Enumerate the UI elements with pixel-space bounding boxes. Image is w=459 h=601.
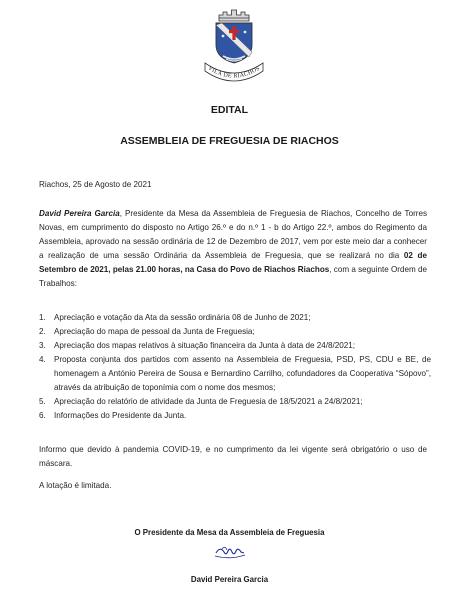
agenda-item-number: 5. <box>39 397 46 406</box>
agenda-item-number: 6. <box>39 411 46 420</box>
agenda-item-number: 2. <box>39 327 46 336</box>
document-title: EDITAL <box>210 104 249 116</box>
covid-notice: Informo que devido à pandemia COVID-19, e no cumprimento da lei vigente será obrigatório o uso de máscara. <box>39 445 427 468</box>
agenda-item <box>39 311 431 325</box>
motto-ribbon <box>205 63 263 81</box>
date-line: Riachos, 25 de Agosto de 2021 <box>39 180 152 189</box>
agenda-item-number: 1. <box>39 313 46 322</box>
agenda-item <box>39 395 431 409</box>
agenda-item-text: Apreciação e votação da Ata da sessão ordinária 08 de Junho de 2021; <box>54 313 311 322</box>
agenda-item-number: 4. <box>39 355 46 364</box>
agenda-item-text: Apreciação do mapa de pessoal da Junta de Freguesia; <box>54 327 255 336</box>
mural-crown-icon <box>219 10 249 21</box>
shield-icon <box>216 23 252 63</box>
agenda-item-text: Informações do Presidente da Junta. <box>54 411 187 420</box>
signature-title: O Presidente da Mesa da Assembleia de Freguesia <box>134 528 325 537</box>
agenda-item-text: Apreciação dos mapas relativos à situação financeira da Junta à data de 24/8/2021; <box>54 341 356 350</box>
coat-of-arms-logo <box>199 5 269 87</box>
agenda-item-text: Apreciação do relatório de atividade da Junta de Freguesia de 18/5/2021 a 24/8/2021; <box>54 397 363 406</box>
capacity-notice: A lotação é limitada. <box>39 481 112 490</box>
agenda-item-text: Proposta conjunta dos partidos com assento na Assembleia de Freguesia, PSD, PS, CDU e BE, de homenagem a António Pereira de Sousa e Bernardino Carrilho, cofundadores da Cooperativa “Sópovo”, através da atribuição de toponímia com o nome dos mesmos; <box>54 355 431 392</box>
intro-paragraph <box>39 207 427 291</box>
crest-motto: VILA DE RIACHOS <box>206 65 262 80</box>
agenda-list <box>39 311 431 423</box>
agenda-item <box>39 409 431 423</box>
intro-text-part1: , Presidente da Mesa da Assembleia de Freguesia de Riachos, Concelho de Torres Novas, em cumprimento do disposto no Artigo 26.º e do n.º 1 - b do Artigo 22.º, ambos do Regimento da Assembleia, aprovado na sessão ordinária de 12 de Dezembro de 2017, vem por este meio dar a conhecer a realização de uma sessão Ordinária da Assembleia de Freguesia, que se realizará no dia <box>39 209 428 260</box>
signature-name: David Pereira Garcia <box>190 575 269 584</box>
document-subtitle: ASSEMBLEIA DE FREGUESIA DE RIACHOS <box>120 135 339 147</box>
svg-text:VILA DE RIACHOS <box>207 66 261 80</box>
president-name: David Pereira Garcia <box>39 209 120 218</box>
agenda-item <box>39 325 431 339</box>
intro-text-part2: , com a seguinte Ordem de Trabalhos: <box>39 265 427 288</box>
handwritten-signature <box>213 541 247 563</box>
agenda-item <box>39 353 431 395</box>
agenda-item <box>39 339 431 353</box>
meeting-when-where: 02 de Setembro de 2021, pelas 21.00 horas, na Casa do Povo de Riachos Riachos <box>39 251 427 274</box>
agenda-item-number: 3. <box>39 341 46 350</box>
